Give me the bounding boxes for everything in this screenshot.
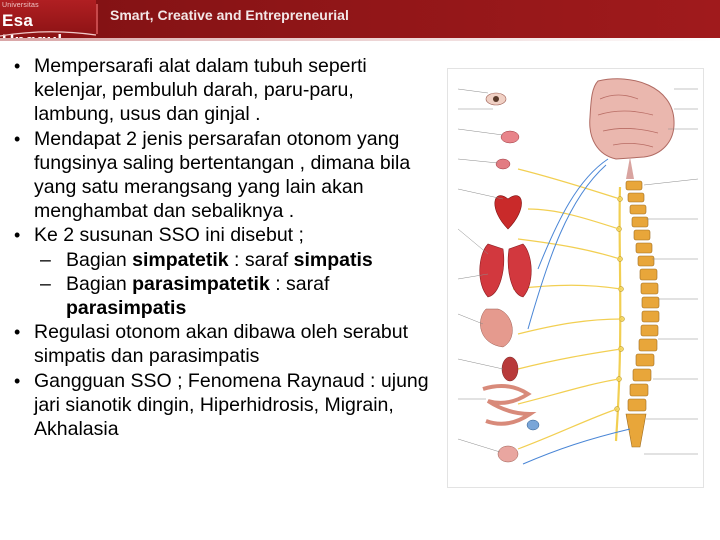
- sub-bullet-mid: : saraf: [228, 248, 294, 271]
- sub-bullet-item: [12, 272, 432, 320]
- header-divider: [96, 4, 98, 34]
- sub-bullet-prefix: Bagian: [66, 248, 133, 271]
- sub-bullet-item: [12, 248, 432, 272]
- bullet-item: [12, 223, 432, 247]
- bullet-dot: •: [14, 370, 21, 391]
- nervous-system-figure: [447, 68, 704, 488]
- header-underline: [0, 38, 720, 41]
- slide-content: [12, 54, 432, 441]
- bullet-text: Mempersarafi alat dalam tubuh seperti kelenjar, pembuluh darah, paru-paru, lambung, usus dan ginjal .: [34, 55, 367, 126]
- university-logo: [0, 0, 96, 38]
- sub-bullet-dash: –: [40, 248, 51, 271]
- header-bar: [0, 0, 720, 38]
- sub-bullet-term: simpatis: [293, 248, 373, 271]
- sub-bullet-prefix: Bagian: [66, 272, 133, 295]
- bullet-text: Regulasi otonom akan dibawa oleh serabut simpatis dan parasimpatis: [34, 321, 408, 368]
- sub-bullet-mid: : saraf: [269, 272, 330, 295]
- bullet-item: [12, 54, 432, 127]
- bullet-text: Gangguan SSO ; Fenomena Raynaud : ujung jari sianotik dingin, Hiperhidrosis, Migrain, Akhalasia: [34, 369, 429, 441]
- bullet-dot: •: [14, 128, 21, 149]
- logo-swoosh-icon: [0, 30, 96, 38]
- bullet-dot: •: [14, 56, 21, 76]
- bullet-item: [12, 369, 432, 442]
- bullet-item: [12, 127, 432, 224]
- autonomic-nervous-system-illustration-icon: [448, 69, 703, 487]
- bullet-text: Ke 2 susunan SSO ini disebut ;: [34, 224, 304, 247]
- sub-bullet-term: parasimpatetik: [132, 272, 270, 295]
- bullet-text: Mendapat 2 jenis persarafan otonom yang fungsinya saling bertentangan , dimana bila yang satu merangsang yang lain akan menghambat dan sebaliknya .: [34, 127, 411, 223]
- tagline: Smart, Creative and Entrepreneurial: [110, 7, 349, 23]
- logo-name: Esa: [2, 11, 34, 30]
- sub-bullet-term: parasimpatis: [66, 297, 187, 320]
- logo-subtitle: Universitas: [2, 2, 39, 9]
- bullet-dot: •: [14, 322, 21, 343]
- bullet-item: [12, 320, 432, 368]
- sub-bullet-term: simpatetik: [132, 248, 229, 271]
- bullet-dot: •: [14, 225, 21, 246]
- sub-bullet-dash: –: [40, 272, 51, 295]
